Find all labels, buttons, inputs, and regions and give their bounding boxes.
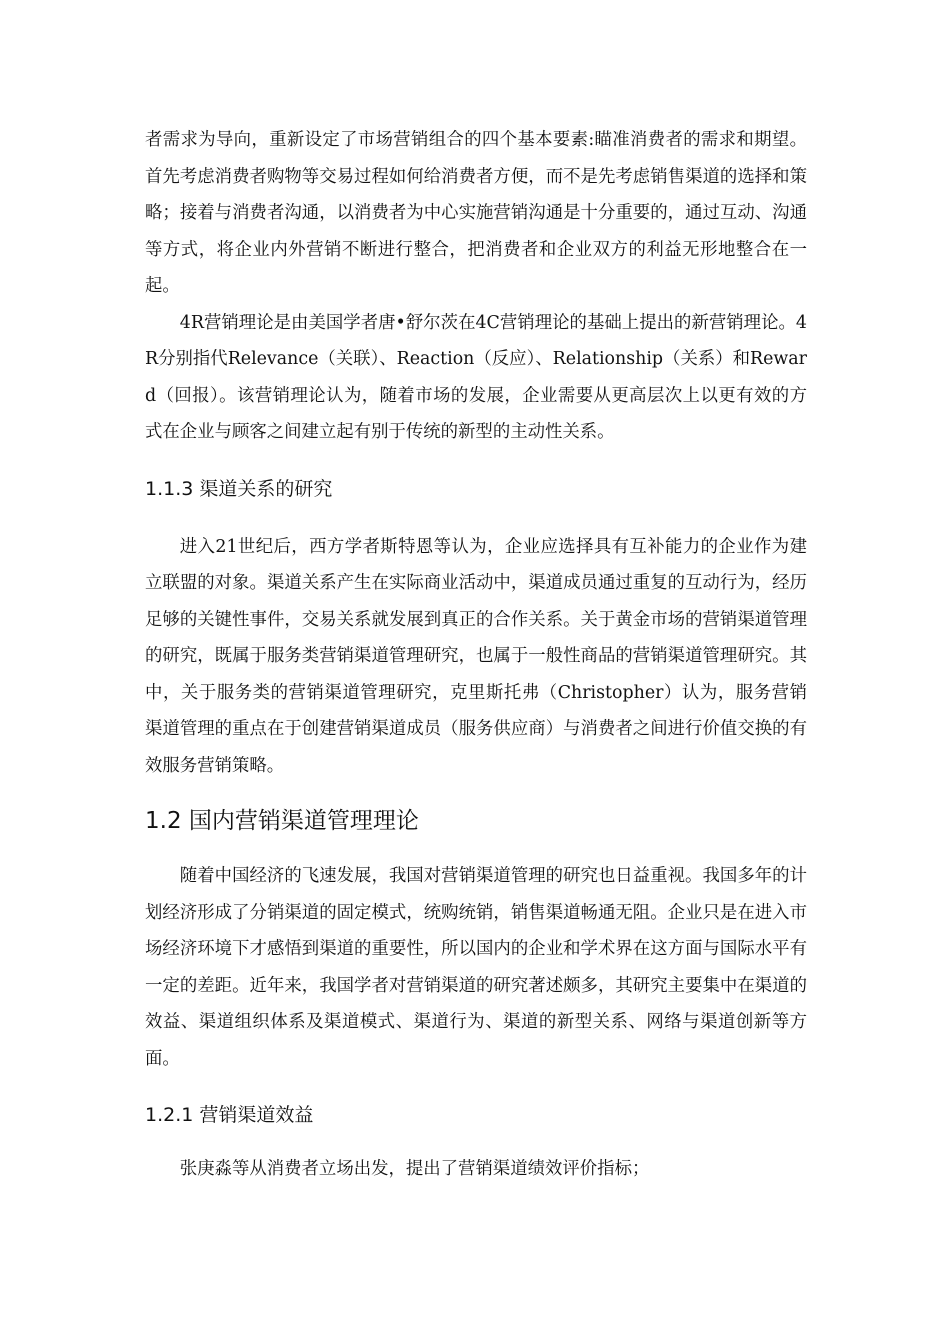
paragraph-domestic-theory: 随着中国经济的飞速发展，我国对营销渠道管理的研究也日益重视。我国多年的计划经济形成了分销渠道的固定模式，统购统销，销售渠道畅通无阻。企业只是在进入市场经济环境下才感悟到渠道的重要性，所以国内的企业和学术界在这方面与国际水平有一定的差距。近年来，我国学者对营销渠道的研究著述颇多，其研究主要集中在渠道的效益、渠道组织体系及渠道模式、渠道行为、渠道的新型关系、网络与渠道创新等方面。 [145,866,807,1069]
heading-1-2-1: 1.2.1 营销渠道效益 [145,1104,314,1126]
heading-1-1-3: 1.1.3 渠道关系的研究 [145,477,333,500]
document-page [145,118,807,1188]
paragraph-4r-theory: 4R营销理论是由美国学者唐•舒尔茨在4C营销理论的基础上提出的新营销理论。4R分别指代Relevance（关联）、Reaction（反应）、Relationship（关系）和Reward（回报）。该营销理论认为，随着市场的发展，企业需要从更高层次上以更有效的方式在企业与顾客之间建立起有别于传统的新型的主动性关系。 [145,312,807,442]
paragraph-channel-efficiency: 张庚淼等从消费者立场出发，提出了营销渠道绩效评价指标； [179,1159,650,1179]
heading-1-2: 1.2 国内营销渠道管理理论 [145,808,419,834]
paragraph-channel-relations: 进入21世纪后，西方学者斯特恩等认为，企业应选择具有互补能力的企业作为建立联盟的对象。渠道关系产生在实际商业活动中，渠道成员通过重复的互动行为，经历足够的关键性事件，交易关系就发展到真正的合作关系。关于黄金市场的营销渠道管理的研究，既属于服务类营销渠道管理研究，也属于一般性商品的营销渠道管理研究。其中，关于服务类的营销渠道管理研究，克里斯托弗（Christopher）认为，服务营销渠道管理的重点在于创建营销渠道成员（服务供应商）与消费者之间进行价值交换的有效服务营销策略。 [145,536,807,776]
paragraph-continued: 者需求为导向，重新设定了市场营销组合的四个基本要素:瞄准消费者的需求和期望。首先考虑消费者购物等交易过程如何给消费者方便，而不是先考虑销售渠道的选择和策略；接着与消费者沟通，以消费者为中心实施营销沟通是十分重要的，通过互动、沟通等方式，将企业内外营销不断进行整合，把消费者和企业双方的利益无形地整合在一起。 [145,130,807,296]
